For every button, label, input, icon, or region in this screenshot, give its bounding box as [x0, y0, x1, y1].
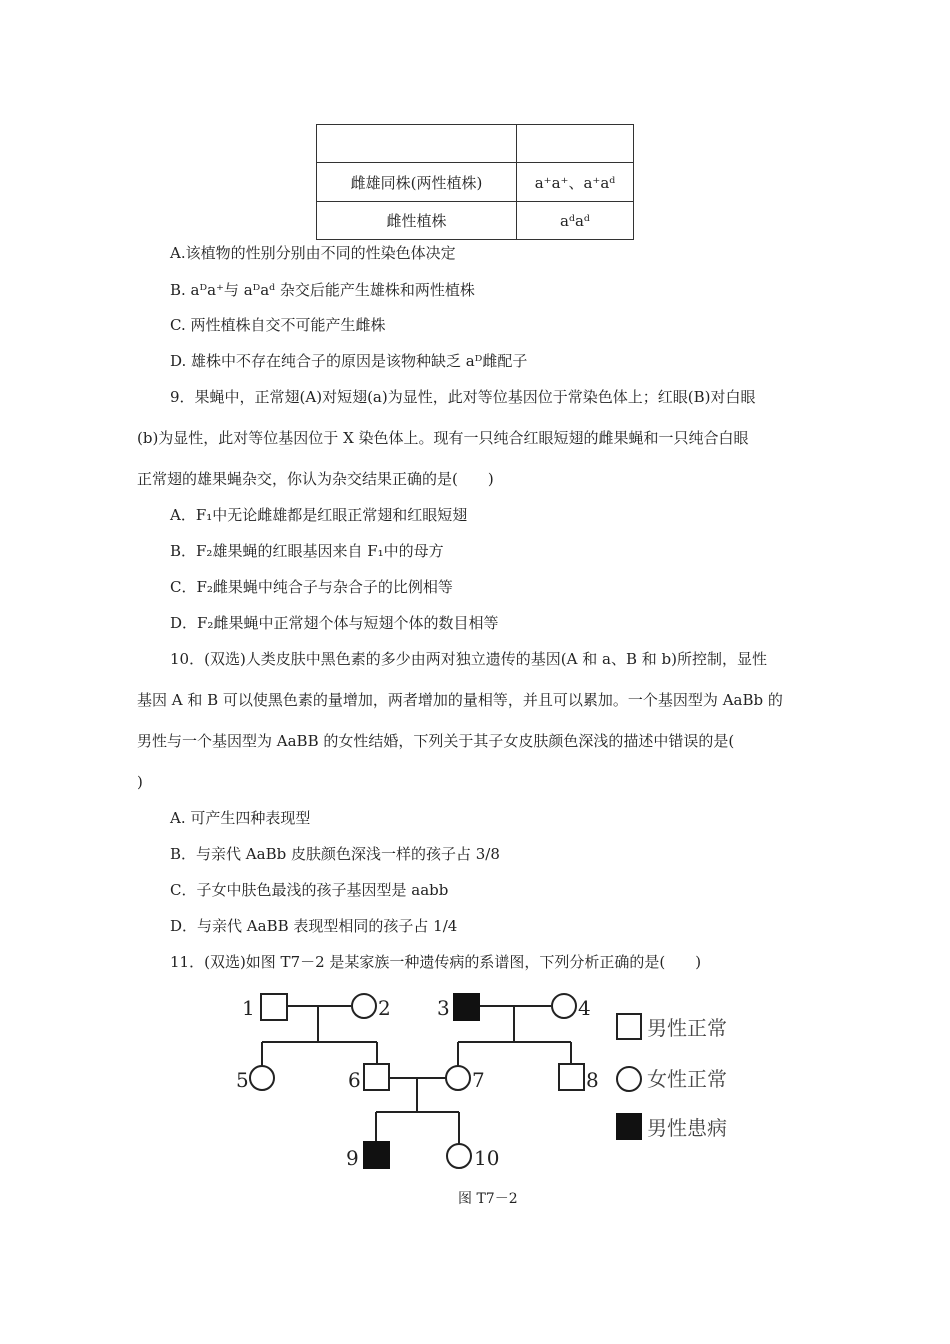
q11-stem: 11．(双选)如图 T7－2 是某家族一种遗传病的系谱图，下列分析正确的是( ): [170, 953, 702, 971]
individual-number-2: 2: [378, 996, 391, 1020]
legend-female-normal-label: 女性正常: [647, 1067, 727, 1091]
q8-option-d: D. 雄株中不存在纯合子的原因是该物种缺乏 aᴰ雌配子: [170, 352, 528, 370]
q10-stem-line-3: 男性与一个基因型为 AaBB 的女性结婚，下列关于其子女皮肤颜色深浅的描述中错误的是(: [137, 732, 735, 750]
individual-number-1: 1: [242, 996, 255, 1020]
q9-option-d: D．F₂雌果蝇中正常翅个体与短翅个体的数目相等: [170, 614, 499, 632]
table-cell-genotype: aᵈaᵈ: [517, 202, 634, 240]
individual-number-9: 9: [346, 1146, 359, 1170]
individual-number-7: 7: [472, 1068, 485, 1092]
q10-stem-line-2: 基因 A 和 B 可以使黑色素的量增加，两者增加的量相等，并且可以累加。一个基因型为 AaBb 的: [137, 691, 783, 709]
table-cell-sex: 雌雄同株(两性植株): [317, 163, 517, 202]
individual-6-male-normal: [364, 1064, 389, 1090]
q10-option-c: C．子女中肤色最浅的孩子基因型是 aabb: [170, 881, 449, 899]
legend-male-normal-icon: [617, 1014, 641, 1039]
legend-male-normal-label: 男性正常: [647, 1016, 727, 1040]
individual-4-female-normal: [552, 994, 576, 1018]
individual-1-male-normal: [261, 994, 287, 1020]
legend-female-normal-icon: [617, 1067, 641, 1091]
q8-option-b: B. aᴰa⁺与 aᴰaᵈ 杂交后能产生雄株和两性植株: [170, 281, 475, 299]
q9-stem-line-1: 9．果蝇中，正常翅(A)对短翅(a)为显性，此对等位基因位于常染色体上；红眼(B)对白眼: [170, 388, 756, 406]
figure-caption: 图 T7－2: [458, 1191, 518, 1207]
pedigree-legend: [617, 1014, 727, 1140]
legend-male-affected-label: 男性患病: [647, 1116, 727, 1140]
q10-stem-line-1: 10．(双选)人类皮肤中黑色素的多少由两对独立遗传的基因(A 和 a、B 和 b)所控制，显性: [170, 650, 767, 668]
individual-2-female-normal: [352, 994, 376, 1018]
q10-option-b: B．与亲代 AaBb 皮肤颜色深浅一样的孩子占 3/8: [170, 845, 500, 863]
individual-number-8: 8: [586, 1068, 599, 1092]
q9-option-b: B．F₂雄果蝇的红眼基因来自 F₁中的母方: [170, 542, 444, 560]
individual-number-5: 5: [236, 1068, 249, 1092]
individual-number-3: 3: [437, 996, 450, 1020]
individual-number-4: 4: [578, 996, 591, 1020]
individual-3-male-affected: [454, 994, 479, 1020]
q10-option-d: D．与亲代 AaBB 表现型相同的孩子占 1/4: [170, 917, 458, 935]
individual-10-female-normal: [447, 1144, 471, 1168]
individual-5-female-normal: [250, 1066, 274, 1090]
q9-stem-line-3: 正常翅的雄果蝇杂交，你认为杂交结果正确的是( ): [137, 470, 494, 488]
q10-stem-line-4: ): [137, 773, 143, 791]
q8-option-a: A.该植物的性别分别由不同的性染色体决定: [170, 244, 456, 262]
q10-option-a: A. 可产生四种表现型: [170, 809, 311, 827]
individual-number-10: 10: [474, 1146, 500, 1170]
table-cell-genotype: a⁺a⁺、a⁺aᵈ: [517, 163, 634, 202]
q9-stem-line-2: (b)为显性，此对等位基因位于 X 染色体上。现有一只纯合红眼短翅的雌果蝇和一只纯合白眼: [137, 429, 749, 447]
individual-number-6: 6: [348, 1068, 361, 1092]
individual-8-male-normal: [559, 1064, 584, 1090]
q9-option-a: A．F₁中无论雌雄都是红眼正常翅和红眼短翅: [170, 506, 468, 524]
table-cell-sex: 雌性植株: [317, 202, 517, 240]
q9-option-c: C．F₂雌果蝇中纯合子与杂合子的比例相等: [170, 578, 453, 596]
legend-male-affected-icon: [617, 1114, 641, 1139]
individual-7-female-normal: [446, 1066, 470, 1090]
individual-9-male-affected: [364, 1142, 389, 1168]
q8-option-c: C. 两性植株自交不可能产生雌株: [170, 316, 386, 334]
